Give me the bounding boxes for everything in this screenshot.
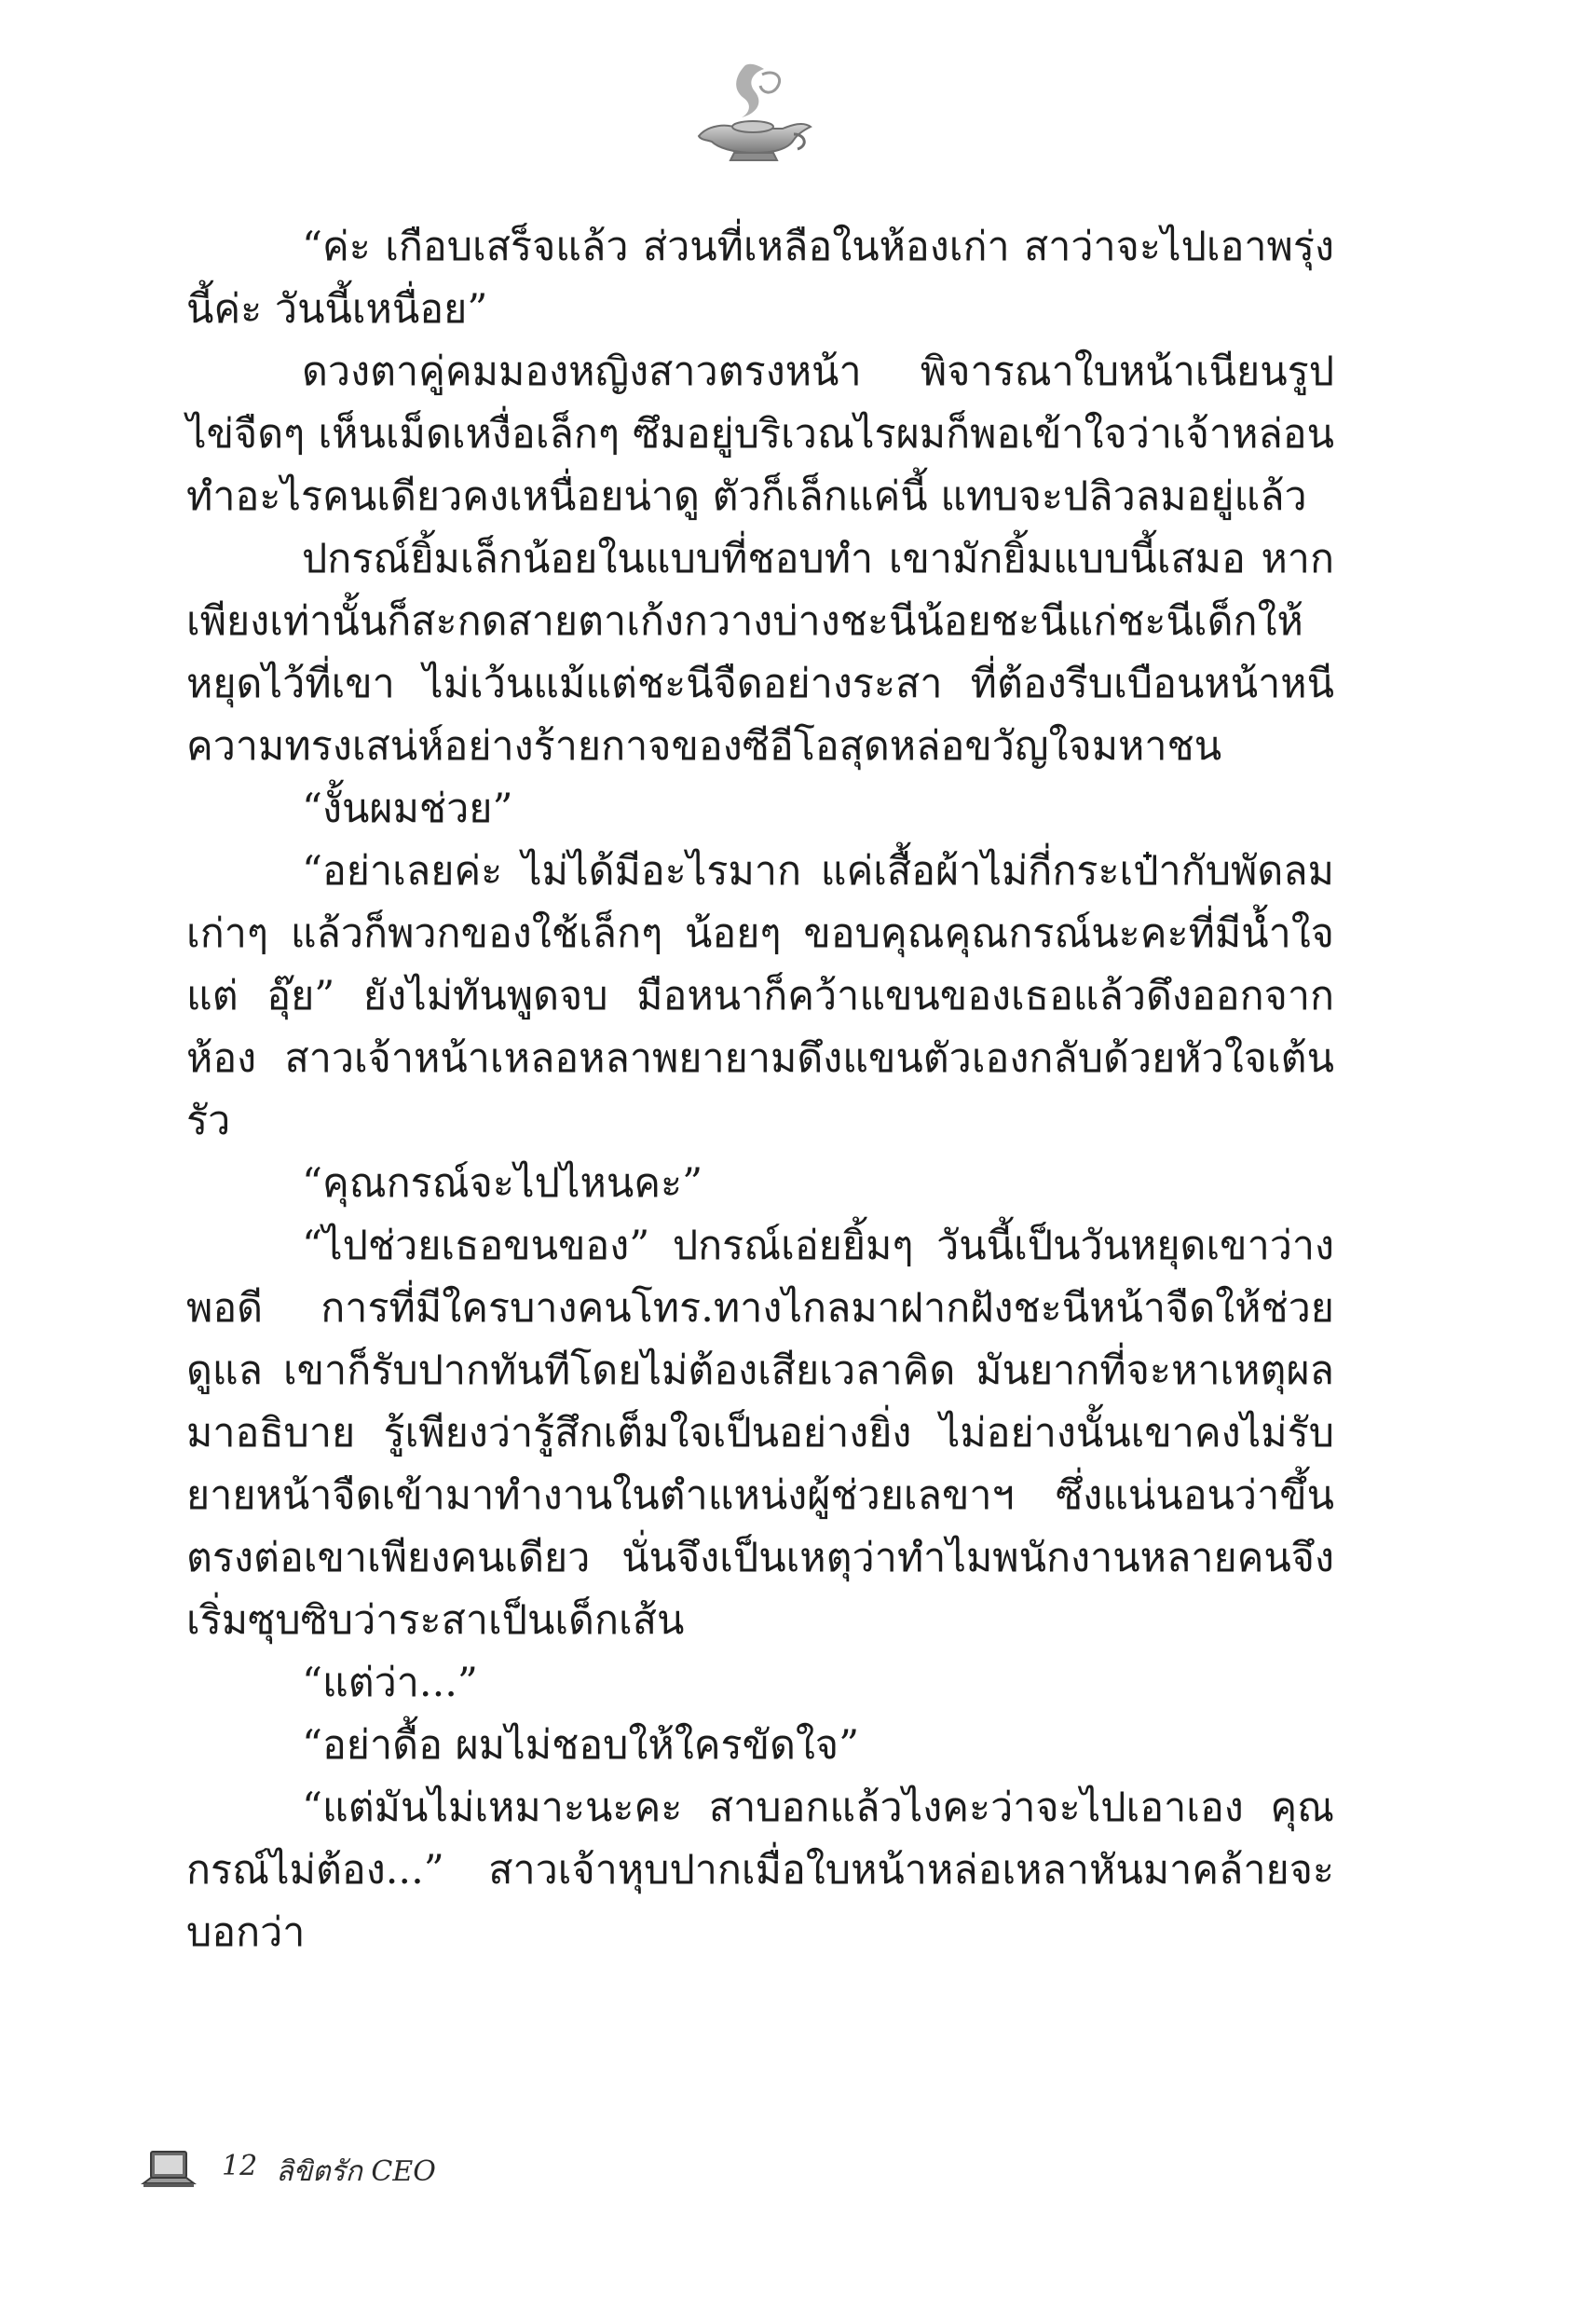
paragraph: “อย่าดื้อ ผมไม่ชอบให้ใครขัดใจ” xyxy=(302,1722,860,1769)
genie-lamp-icon xyxy=(680,56,820,168)
paragraph: “ค่ะ เกือบเสร็จแล้ว ส่วนที่เหลือในห้องเก่า สาว่าจะไปเอาพรุ่งนี้ค่ะ วันนี้เหนื่อย” xyxy=(186,224,1334,333)
paragraph: “อย่าเลยค่ะ ไม่ได้มีอะไรมาก แค่เสื้อผ้าไม่กี่กระเป๋ากับพัดลมเก่าๆ แล้วก็พวกของใช้เล็กๆ น้อยๆ ขอบคุณคุณกรณ์นะคะที่มีน้ำใจ แต่ อุ๊ย” ยังไม่ทันพูดจบ มือหนาก็คว้าแขนของเธอแล้วดึงออกจากห้อง สาวเจ้าหน้าเหลอหลาพยายามดึงแขนตัวเองกลับด้วยหัวใจเต้นรัว xyxy=(186,848,1334,1144)
paragraph: ปกรณ์ยิ้มเล็กน้อยในแบบที่ชอบทำ เขามักยิ้มแบบนี้เสมอ หากเพียงเท่านั้นก็สะกดสายตาเก้งกวางบ่างชะนีน้อยชะนีแก่ชะนีเด็กให้หยุดไว้ที่เขา ไม่เว้นแม้แต่ชะนีจืดอย่างระสา ที่ต้องรีบเบือนหน้าหนีความทรงเสน่ห์อย่างร้ายกาจของซีอีโอสุดหล่อขวัญใจมหาชน xyxy=(186,536,1334,770)
paragraph: “ไปช่วยเธอขนของ” ปกรณ์เอ่ยยิ้มๆ วันนี้เป็นวันหยุดเขาว่างพอดี การที่มีใครบางคนโทร.ทางไกลมาฝากฝังชะนีหน้าจืดให้ช่วยดูแล เขาก็รับปากทันทีโดยไม่ต้องเสียเวลาคิด มันยากที่จะหาเหตุผลมาอธิบาย รู้เพียงว่ารู้สึกเต็มใจเป็นอย่างยิ่ง ไม่อย่างนั้นเขาคงไม่รับยายหน้าจืดเข้ามาทำงานในตำแหน่งผู้ช่วยเลขาฯ ซึ่งแน่นอนว่าขึ้นตรงต่อเขาเพียงคนเดียว นั่นจึงเป็นเหตุว่าทำไมพนักงานหลายคนจึงเริ่มซุบซิบว่าระสาเป็นเด็กเส้น xyxy=(186,1223,1334,1644)
footer-text xyxy=(222,2150,436,2194)
paragraph: “แต่มันไม่เหมาะนะคะ สาบอกแล้วไงคะว่าจะไปเอาเอง คุณกรณ์ไม่ต้อง...” สาวเจ้าหุบปากเมื่อใบหน้าหล่อเหลาหันมาคล้ายจะบอกว่า xyxy=(186,1785,1334,1956)
body-text xyxy=(186,216,1334,1964)
paragraph: “แต่ว่า...” xyxy=(302,1660,478,1706)
laptop-icon xyxy=(140,2148,198,2195)
paragraph: “งั้นผมช่วย” xyxy=(302,786,513,832)
page-footer xyxy=(140,2143,436,2199)
paragraph: “คุณกรณ์จะไปไหนคะ” xyxy=(302,1160,703,1207)
page-number: 12 xyxy=(222,2149,258,2182)
book-title: ลิขิตรัก CEO xyxy=(276,2154,436,2188)
paragraph: ดวงตาคู่คมมองหญิงสาวตรงหน้า พิจารณาใบหน้าเนียนรูปไข่จืดๆ เห็นเม็ดเหงื่อเล็กๆ ซึมอยู่บริเวณไรผมก็พอเข้าใจว่าเจ้าหล่อนทำอะไรคนเดียวคงเหนื่อยน่าดู ตัวก็เล็กแค่นี้ แทบจะปลิวลมอยู่แล้ว xyxy=(186,349,1334,520)
